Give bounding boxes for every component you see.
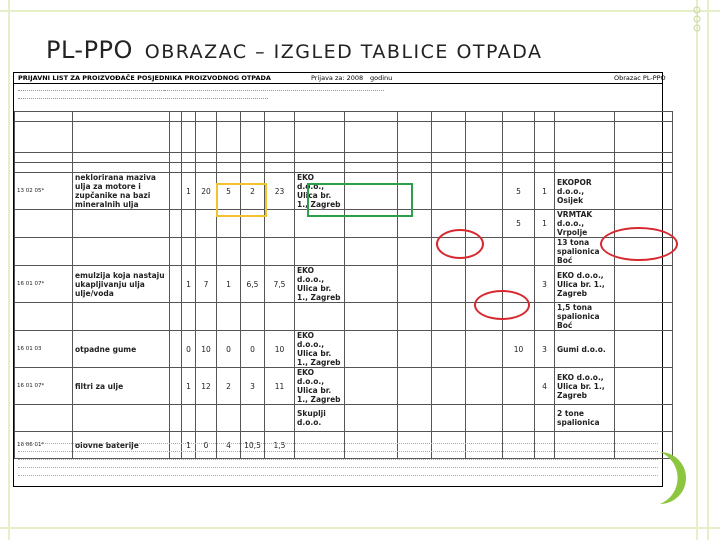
- waste-name-cell: neklorirana maziva ulja za motore i zupčanike na bazi mineralnih ulja: [73, 173, 170, 210]
- form-header-code: Obrazac PL-PPO: [614, 74, 666, 82]
- header-cell: [432, 112, 466, 122]
- company-cell: Skuplji d.o.o.: [295, 405, 345, 432]
- blank-cell: [170, 210, 182, 238]
- qty-cell: 10,5: [241, 432, 265, 459]
- waste-code-cell: [15, 303, 73, 331]
- header-cell: [345, 163, 398, 173]
- qty-cell: [182, 303, 196, 331]
- destination-cell: 2 tone spalionica: [555, 405, 615, 432]
- qty-cell: 12: [196, 368, 217, 405]
- header-cell: [295, 122, 345, 153]
- blank-cell: [432, 173, 466, 210]
- qty-cell: [241, 405, 265, 432]
- qty-cell: [265, 405, 295, 432]
- waste-name-cell: [73, 210, 170, 238]
- qty-cell: [503, 405, 535, 432]
- header-cell: [295, 163, 345, 173]
- green-leaf-icon: [652, 448, 688, 508]
- qty-cell: [535, 405, 555, 432]
- blank-cell: [345, 266, 398, 303]
- qty-cell: [217, 405, 241, 432]
- form-meta-line-2: [18, 94, 268, 99]
- header-cell: [217, 122, 241, 153]
- header-cell: [555, 112, 615, 122]
- blank-cell: [432, 368, 466, 405]
- destination-cell: 1,5 tona spalionica Boć: [555, 303, 615, 331]
- header-cell: [535, 163, 555, 173]
- waste-name-cell: [73, 303, 170, 331]
- qty-cell: [503, 368, 535, 405]
- decorative-circles-icon: [676, 0, 720, 40]
- blank-cell: [170, 303, 182, 331]
- waste-code-cell: [15, 405, 73, 432]
- qty-cell: 23: [265, 173, 295, 210]
- header-cell: [182, 112, 196, 122]
- waste-code-cell: [15, 210, 73, 238]
- waste-code-cell: 16 06 01*: [15, 432, 73, 459]
- table-row: [15, 331, 673, 368]
- blank-cell: [398, 303, 432, 331]
- qty-cell: 10: [196, 331, 217, 368]
- company-cell: EKO d.o.o., Ulica br. 1., Zagreb: [295, 331, 345, 368]
- qty-cell: 7,5: [265, 266, 295, 303]
- qty-cell: 0: [182, 331, 196, 368]
- header-cell: [73, 112, 170, 122]
- waste-name-cell: filtri za ulje: [73, 368, 170, 405]
- blank-cell: [398, 405, 432, 432]
- header-cell: [182, 122, 196, 153]
- yellow-highlight-box: [216, 183, 267, 217]
- company-cell: [295, 303, 345, 331]
- header-cell: [265, 122, 295, 153]
- header-cell: [555, 163, 615, 173]
- header-cell: [466, 112, 503, 122]
- header-cell: [503, 153, 535, 163]
- header-cell: [535, 122, 555, 153]
- header-cell: [15, 163, 73, 173]
- blank-cell: [170, 368, 182, 405]
- header-cell: [196, 163, 217, 173]
- qty-cell: [217, 238, 241, 266]
- decorative-line-top: [0, 10, 720, 12]
- qty-cell: [196, 405, 217, 432]
- blank-cell: [615, 173, 673, 210]
- waste-name-cell: [73, 238, 170, 266]
- header-cell: [73, 122, 170, 153]
- qty-cell: [196, 303, 217, 331]
- header-cell: [466, 163, 503, 173]
- header-cell: [535, 153, 555, 163]
- qty-cell: [535, 238, 555, 266]
- form-header: [14, 73, 666, 84]
- header-cell: [196, 112, 217, 122]
- slide-title-code: PL-PPO: [46, 36, 133, 64]
- table-header-row: [15, 112, 673, 122]
- qty-cell: [241, 303, 265, 331]
- table-row: [15, 368, 673, 405]
- form-meta-line-3: [164, 86, 384, 91]
- qty-cell: 1: [182, 173, 196, 210]
- qty-cell: 3: [241, 368, 265, 405]
- company-cell: EKO d.o.o., Ulica br. 1., Zagreb: [295, 266, 345, 303]
- waste-name-cell: olovne baterije: [73, 432, 170, 459]
- header-cell: [555, 122, 615, 153]
- header-cell: [615, 112, 673, 122]
- form-header-period: godinu: [370, 74, 393, 82]
- qty-cell: 6,5: [241, 266, 265, 303]
- destination-cell: EKO d.o.o., Ulica br. 1., Zagreb: [555, 266, 615, 303]
- header-cell: [15, 112, 73, 122]
- blank-cell: [466, 405, 503, 432]
- qty-cell: 5: [503, 210, 535, 238]
- qty-cell: 0: [217, 331, 241, 368]
- qty-cell: 3: [535, 331, 555, 368]
- blank-cell: [432, 405, 466, 432]
- blank-cell: [170, 405, 182, 432]
- blank-cell: [432, 266, 466, 303]
- qty-cell: 1: [182, 432, 196, 459]
- qty-cell: 4: [217, 432, 241, 459]
- qty-cell: [265, 210, 295, 238]
- qty-cell: 5: [503, 173, 535, 210]
- header-cell: [217, 163, 241, 173]
- header-cell: [15, 122, 73, 153]
- blank-cell: [170, 238, 182, 266]
- decorative-line-bottom: [0, 527, 720, 529]
- decorative-line-right: [696, 0, 698, 540]
- blank-cell: [466, 368, 503, 405]
- blank-cell: [615, 331, 673, 368]
- qty-cell: [182, 210, 196, 238]
- qty-cell: 7: [196, 266, 217, 303]
- header-cell: [466, 153, 503, 163]
- header-cell: [345, 122, 398, 153]
- header-cell: [15, 153, 73, 163]
- qty-cell: 0: [196, 432, 217, 459]
- decorative-line-right2: [707, 0, 709, 540]
- blank-cell: [466, 331, 503, 368]
- header-cell: [217, 153, 241, 163]
- qty-cell: 1: [535, 210, 555, 238]
- blank-cell: [345, 405, 398, 432]
- header-cell: [241, 112, 265, 122]
- green-highlight-box: [307, 183, 413, 217]
- qty-cell: 2: [241, 173, 265, 210]
- table-row: [15, 405, 673, 432]
- slide-title: [46, 36, 543, 64]
- header-cell: [170, 163, 182, 173]
- qty-cell: [217, 303, 241, 331]
- blank-cell: [398, 368, 432, 405]
- header-cell: [196, 122, 217, 153]
- header-cell: [615, 122, 673, 153]
- qty-cell: [182, 238, 196, 266]
- waste-name-cell: [73, 405, 170, 432]
- header-cell: [432, 163, 466, 173]
- header-cell: [196, 153, 217, 163]
- red-circle-highlight-2: [600, 227, 678, 261]
- qty-cell: 0: [241, 331, 265, 368]
- header-cell: [503, 122, 535, 153]
- blank-cell: [398, 331, 432, 368]
- destination-cell: VRMTAK d.o.o., Vrpolje: [555, 210, 615, 238]
- blank-cell: [345, 368, 398, 405]
- blank-cell: [170, 173, 182, 210]
- blank-cell: [432, 331, 466, 368]
- blank-cell: [170, 331, 182, 368]
- table-header-row: [15, 153, 673, 163]
- qty-cell: [265, 238, 295, 266]
- destination-cell: EKOPOR d.o.o., Osijek: [555, 173, 615, 210]
- qty-cell: 3: [535, 266, 555, 303]
- red-circle-highlight-1: [436, 229, 484, 259]
- blank-cell: [345, 303, 398, 331]
- blank-cell: [432, 303, 466, 331]
- qty-cell: 4: [535, 368, 555, 405]
- qty-cell: 10: [265, 331, 295, 368]
- header-cell: [535, 112, 555, 122]
- header-cell: [345, 112, 398, 122]
- header-cell: [295, 112, 345, 122]
- qty-cell: 1,5: [265, 432, 295, 459]
- qty-cell: 1: [182, 266, 196, 303]
- blank-cell: [615, 405, 673, 432]
- waste-table: [14, 111, 673, 459]
- qty-cell: [196, 238, 217, 266]
- form-header-year: Prijava za: 2008: [311, 74, 364, 82]
- header-cell: [241, 122, 265, 153]
- waste-code-cell: 16 01 03: [15, 331, 73, 368]
- header-cell: [265, 153, 295, 163]
- header-cell: [170, 122, 182, 153]
- header-cell: [466, 122, 503, 153]
- blank-cell: [615, 266, 673, 303]
- form-header-title: PRIJAVNI LIST ZA PROIZVOĐAČE POSJEDNIKA PROIZVODNOG OTPADA: [18, 74, 271, 82]
- header-cell: [345, 153, 398, 163]
- header-cell: [398, 163, 432, 173]
- header-cell: [398, 112, 432, 122]
- header-cell: [170, 153, 182, 163]
- waste-form-document: [13, 72, 666, 487]
- blank-cell: [345, 331, 398, 368]
- waste-name-cell: emulzija koja nastaju ukapljivanju ulja ulje/voda: [73, 266, 170, 303]
- header-cell: [182, 163, 196, 173]
- qty-cell: 2: [217, 368, 241, 405]
- qty-cell: 1: [217, 266, 241, 303]
- table-row: [15, 238, 673, 266]
- table-row: [15, 266, 673, 303]
- blank-cell: [398, 238, 432, 266]
- company-cell: EKO d.o.o., Ulica br. 1., Zagreb: [295, 173, 345, 210]
- red-circle-highlight-3: [474, 290, 530, 320]
- qty-cell: 1: [182, 368, 196, 405]
- slide-title-text: OBRAZAC – IZGLED TABLICE OTPADA: [144, 41, 543, 63]
- header-cell: [615, 163, 673, 173]
- table-header-row: [15, 163, 673, 173]
- blank-cell: [170, 266, 182, 303]
- header-cell: [241, 153, 265, 163]
- waste-code-cell: 13 02 05*: [15, 173, 73, 210]
- header-cell: [615, 153, 673, 163]
- decorative-line-left: [8, 0, 10, 540]
- qty-cell: [196, 210, 217, 238]
- waste-code-cell: [15, 238, 73, 266]
- table-header-row: [15, 122, 673, 153]
- qty-cell: 20: [196, 173, 217, 210]
- waste-code-cell: 16 01 07*: [15, 266, 73, 303]
- header-cell: [398, 122, 432, 153]
- qty-cell: [182, 405, 196, 432]
- header-cell: [432, 122, 466, 153]
- qty-cell: 5: [217, 173, 241, 210]
- header-cell: [73, 153, 170, 163]
- header-cell: [265, 163, 295, 173]
- header-cell: [217, 112, 241, 122]
- qty-cell: 10: [503, 331, 535, 368]
- header-cell: [555, 153, 615, 163]
- blank-cell: [615, 303, 673, 331]
- qty-cell: [503, 238, 535, 266]
- form-footnotes: [18, 436, 658, 476]
- waste-code-cell: 16 01 07*: [15, 368, 73, 405]
- destination-cell: 13 tona spalionica Boć: [555, 238, 615, 266]
- qty-cell: [535, 303, 555, 331]
- header-cell: [265, 112, 295, 122]
- company-cell: EKO d.o.o., Ulica br. 1., Zagreb: [295, 368, 345, 405]
- qty-cell: 1: [535, 173, 555, 210]
- destination-cell: EKO d.o.o., Ulica br. 1., Zagreb: [555, 368, 615, 405]
- header-cell: [241, 163, 265, 173]
- company-cell: [295, 238, 345, 266]
- header-cell: [503, 163, 535, 173]
- header-cell: [295, 153, 345, 163]
- destination-cell: Gumi d.o.o.: [555, 331, 615, 368]
- waste-name-cell: otpadne gume: [73, 331, 170, 368]
- header-cell: [503, 112, 535, 122]
- header-cell: [432, 153, 466, 163]
- header-cell: [170, 112, 182, 122]
- qty-cell: [265, 303, 295, 331]
- blank-cell: [466, 173, 503, 210]
- blank-cell: [345, 238, 398, 266]
- qty-cell: 11: [265, 368, 295, 405]
- blank-cell: [615, 368, 673, 405]
- blank-cell: [398, 266, 432, 303]
- header-cell: [73, 163, 170, 173]
- table-row: [15, 303, 673, 331]
- header-cell: [398, 153, 432, 163]
- qty-cell: [241, 238, 265, 266]
- header-cell: [182, 153, 196, 163]
